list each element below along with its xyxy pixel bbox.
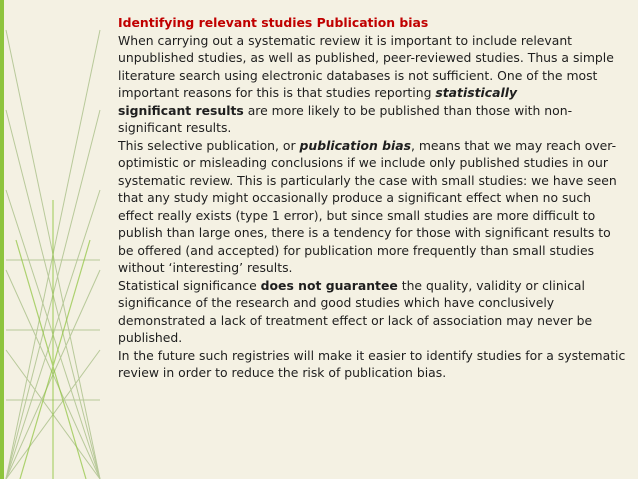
paragraph-3-tail: the quality, validity or clinical significance of the research and good studies which have conclusively demonstrated a lack of treatment effect or lack of association may never be published. <box>118 277 593 345</box>
slide-body <box>118 14 626 382</box>
paragraph-1-tail: are more likely to be published than those with non-significant results. <box>118 102 573 135</box>
emphasis-statistically: statistically <box>435 85 518 100</box>
paragraph-3 <box>118 277 626 347</box>
emphasis-significant-results: significant results <box>118 102 244 118</box>
slide-title: Identifying relevant studies Publication bias <box>118 15 429 30</box>
paragraph-3-text: Statistical significance <box>118 277 261 293</box>
emphasis-publication-bias: publication bias <box>299 137 411 153</box>
paragraph-2 <box>118 137 626 277</box>
paragraph-1-text: When carrying out a systematic review it is important to include relevant unpublished studies, as well as published, peer-reviewed studies. Thus a simple literature search using electronic databases is not sufficient. One of the most important reasons for this is that studies reporting <box>118 32 614 100</box>
decorative-line-star <box>0 0 105 479</box>
paragraph-2-tail: , means that we may reach over-optimistic or misleading conclusions if we include only published studies in our systematic review. This is particularly the case with small studies: we have seen that any study might occasionally produce a significant effect when no such effect really exists (type 1 error), but since small studies are more difficult to publish than large ones, there is a tendency for those with significant results to be offered (and accepted) for publication more frequently than small studies without ‘interesting’ results. <box>118 137 617 275</box>
emphasis-does-not-guarantee: does not guarantee <box>260 277 398 293</box>
paragraph-4: In the future such registries will make it easier to identify studies for a systematic review in order to reduce the risk of publication bias. <box>118 347 626 380</box>
paragraph-2-text: This selective publication, or <box>118 137 300 153</box>
paragraph-1 <box>118 32 626 137</box>
